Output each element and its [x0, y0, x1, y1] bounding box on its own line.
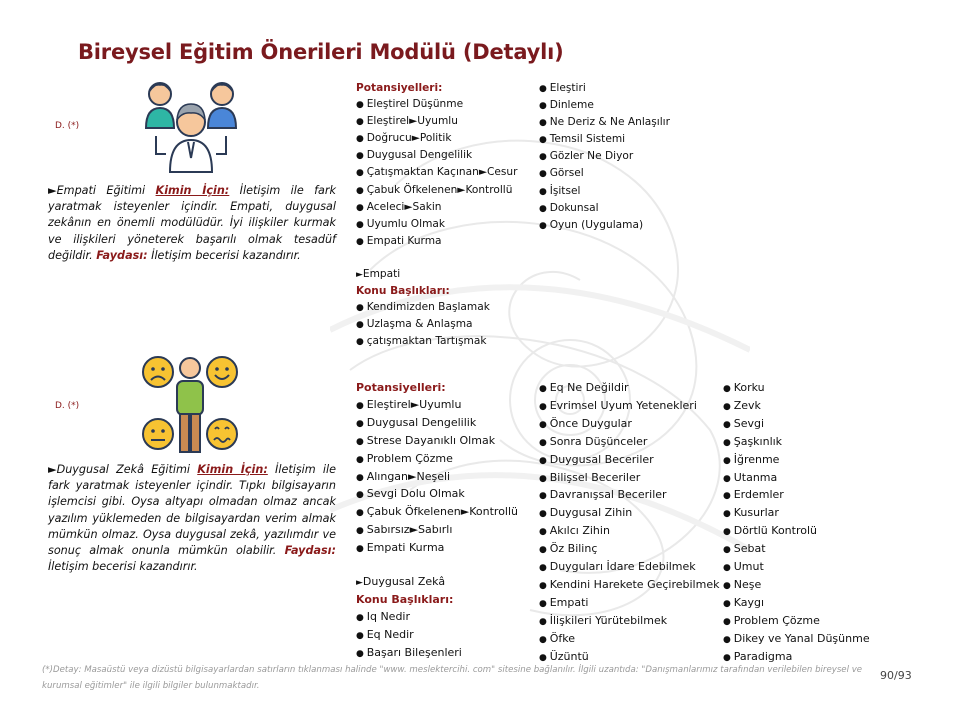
list-item[interactable]: ● Temsil Sistemi — [539, 131, 670, 148]
list-item[interactable]: ● Dokunsal — [539, 200, 670, 217]
list-item[interactable]: ● çatışmaktan Tartışmak — [356, 333, 518, 350]
list-item[interactable]: ● Çatışmaktan Kaçınan►Cesur — [356, 164, 518, 181]
list-item[interactable]: ● Evrimsel Uyum Yetenekleri — [539, 398, 719, 416]
detail-link-1[interactable]: D. (*) — [55, 121, 80, 131]
list-item[interactable]: ● Çabuk Öfkelenen►Kontrollü — [356, 182, 518, 199]
desc-body: İletişim ile fark yaratmak isteyenler içindir. Empati, duygusal zekânın en önemli modülüdür. İyi ilişkiler kurmak ve ilişkileri yöneterek başarılı olmak tesadüf değildir. — [48, 184, 336, 262]
list-item[interactable]: ● Bilişsel Beceriler — [539, 470, 719, 488]
list-item[interactable]: ● Kusurlar — [723, 505, 870, 523]
list-item[interactable]: ● Dörtlü Kontrolü — [723, 523, 870, 541]
list-item[interactable]: ● Duygusal Dengelilik — [356, 415, 518, 433]
desc-prefix: ►Empati Eğitimi — [48, 184, 156, 197]
list-item[interactable]: ● Neşe — [723, 577, 870, 595]
list-item[interactable]: ● Sevgi — [723, 416, 870, 434]
list-item[interactable]: ● Önce Duygular — [539, 416, 719, 434]
empati-potansiyel-column — [356, 80, 518, 350]
empati-topics-column — [539, 80, 670, 234]
list-item[interactable]: ● Erdemler — [723, 487, 870, 505]
list-item[interactable]: ● Dikey ve Yanal Düşünme — [723, 631, 870, 649]
list-item[interactable]: ● Duygusal Dengelilik — [356, 147, 518, 164]
list-item[interactable]: ● Paradigma — [723, 649, 870, 667]
duygusal-zeka-description — [48, 462, 336, 575]
desc-tail: İletişim becerisi kazandırır. — [48, 560, 198, 574]
list-item[interactable]: ● İlişkileri Yürütebilmek — [539, 613, 719, 631]
list-item[interactable]: ● Kendini Harekete Geçirebilmek — [539, 577, 719, 595]
list-item[interactable]: ● Sebat — [723, 541, 870, 559]
list-item[interactable]: ● Alıngan►Neşeli — [356, 469, 518, 487]
list-item[interactable]: ● Doğrucu►Politik — [356, 130, 518, 147]
list-item[interactable]: ● Utanma — [723, 470, 870, 488]
page-number: 90/93 — [880, 669, 912, 682]
desc-body: İletişim ile fark yaratmak isteyenler içindir. Tıpkı bilgisayarın işlemcisi gibi. Oysa altyapı olmadan olmaz ancak yazılım yüklemeden de bilgisayardan verim almak mümkün olmaz. Oysa duygusal zekâ, yazılımdır ve sonuç almak onunla mümkün olabilir. — [48, 463, 336, 558]
list-item[interactable]: ● Eleştirel►Uyumlu — [356, 113, 518, 130]
list-item[interactable]: ● Akılcı Zihin — [539, 523, 719, 541]
dz-potansiyel-column — [356, 380, 518, 663]
list-item[interactable]: ● İşitsel — [539, 183, 670, 200]
list-item[interactable]: ● Çabuk Öfkelenen►Kontrollü — [356, 504, 518, 522]
list-item[interactable]: ● Duygusal Beceriler — [539, 452, 719, 470]
list-item[interactable]: ● Empati — [539, 595, 719, 613]
list-item[interactable]: ● Davranışsal Beceriler — [539, 487, 719, 505]
list-item[interactable]: ● Iq Nedir — [356, 609, 518, 627]
desc-prefix: ►Duygusal Zekâ Eğitimi — [48, 463, 198, 476]
list-item[interactable]: ● Eleştirel►Uyumlu — [356, 397, 518, 415]
list-item[interactable]: ● Uzlaşma & Anlaşma — [356, 316, 518, 333]
list-item[interactable]: ● Kendimizden Başlamak — [356, 299, 518, 316]
page-title: Bireysel Eğitim Önerileri Modülü (Detaylı) — [78, 40, 564, 64]
potansiyel-header: Potansiyelleri: — [356, 381, 446, 394]
empati-description — [48, 183, 336, 264]
list-item[interactable]: ● Sevgi Dolu Olmak — [356, 486, 518, 504]
list-item[interactable]: ● Şaşkınlık — [723, 434, 870, 452]
list-item[interactable]: ● Dinleme — [539, 97, 670, 114]
dz-topics-column — [539, 380, 719, 667]
footer-note: (*)Detay: Masaüstü veya dizüstü bilgisayarlardan satırların tıklanması halinde "www. meslektercihi. com" sitesine bağlanılır. İlgili uzantıda: "Danışmanlarımız tarafından verilebilen bireysel ve kurumsal eğitimler" ile ilgili bilgiler bulunmaktadır. — [42, 665, 863, 691]
kimin-icin-label: Kimin İçin: — [155, 184, 230, 197]
list-item[interactable]: ● Gözler Ne Diyor — [539, 148, 670, 165]
list-item[interactable]: ● Empati Kurma — [356, 540, 518, 558]
faydasi-label: Faydası: — [284, 544, 336, 558]
list-item[interactable]: ● Kaygı — [723, 595, 870, 613]
list-item[interactable]: ● Duyguları İdare Edebilmek — [539, 559, 719, 577]
list-item[interactable]: ● Problem Çözme — [356, 451, 518, 469]
list-item[interactable]: ● Eq Ne Değildir — [539, 380, 719, 398]
faydasi-label: Faydası: — [96, 248, 148, 262]
potansiyel-header: Potansiyelleri: — [356, 82, 443, 94]
list-item[interactable]: ● Oyun (Uygulama) — [539, 217, 670, 234]
list-item[interactable]: ● İğrenme — [723, 452, 870, 470]
list-item[interactable]: ● Eleştirel Düşünme — [356, 96, 518, 113]
list-item[interactable]: ● Başarı Bileşenleri — [356, 645, 518, 663]
list-item[interactable]: ● Zevk — [723, 398, 870, 416]
list-item[interactable]: ● Empati Kurma — [356, 233, 518, 250]
list-item[interactable]: ● Sonra Düşünceler — [539, 434, 719, 452]
list-item[interactable]: ● Öfke — [539, 631, 719, 649]
list-item[interactable]: ● Duygusal Zihin — [539, 505, 719, 523]
konu-header: Konu Başlıkları: — [356, 285, 450, 298]
dz-emotions-column — [723, 380, 870, 667]
emotions-person-icon — [140, 354, 240, 456]
list-item[interactable]: ● Umut — [723, 559, 870, 577]
list-item[interactable]: ● Sabırsız►Sabırlı — [356, 522, 518, 540]
list-item[interactable]: ● Aceleci►Sakin — [356, 199, 518, 216]
program-name: ► Empati — [356, 266, 518, 283]
list-item[interactable]: ● Eq Nedir — [356, 627, 518, 645]
list-item[interactable]: ● Görsel — [539, 165, 670, 182]
list-item[interactable]: ● Ne Deriz & Ne Anlaşılır — [539, 114, 670, 131]
program-name: ► Duygusal Zekâ — [356, 574, 518, 592]
konu-header: Konu Başlıkları: — [356, 592, 454, 606]
list-item[interactable]: ● Problem Çözme — [723, 613, 870, 631]
list-item[interactable]: ● Üzüntü — [539, 649, 719, 667]
list-item[interactable]: ● Strese Dayanıklı Olmak — [356, 433, 518, 451]
list-item[interactable]: ● Öz Bilinç — [539, 541, 719, 559]
kimin-icin-label: Kimin İçin: — [197, 463, 268, 476]
list-item[interactable]: ● Uyumlu Olmak — [356, 216, 518, 233]
desc-tail: İletişim becerisi kazandırır. — [147, 248, 301, 262]
people-group-icon — [142, 76, 242, 176]
list-item[interactable]: ● Eleştiri — [539, 80, 670, 97]
detail-link-2[interactable]: D. (*) — [55, 401, 80, 411]
list-item[interactable]: ● Korku — [723, 380, 870, 398]
